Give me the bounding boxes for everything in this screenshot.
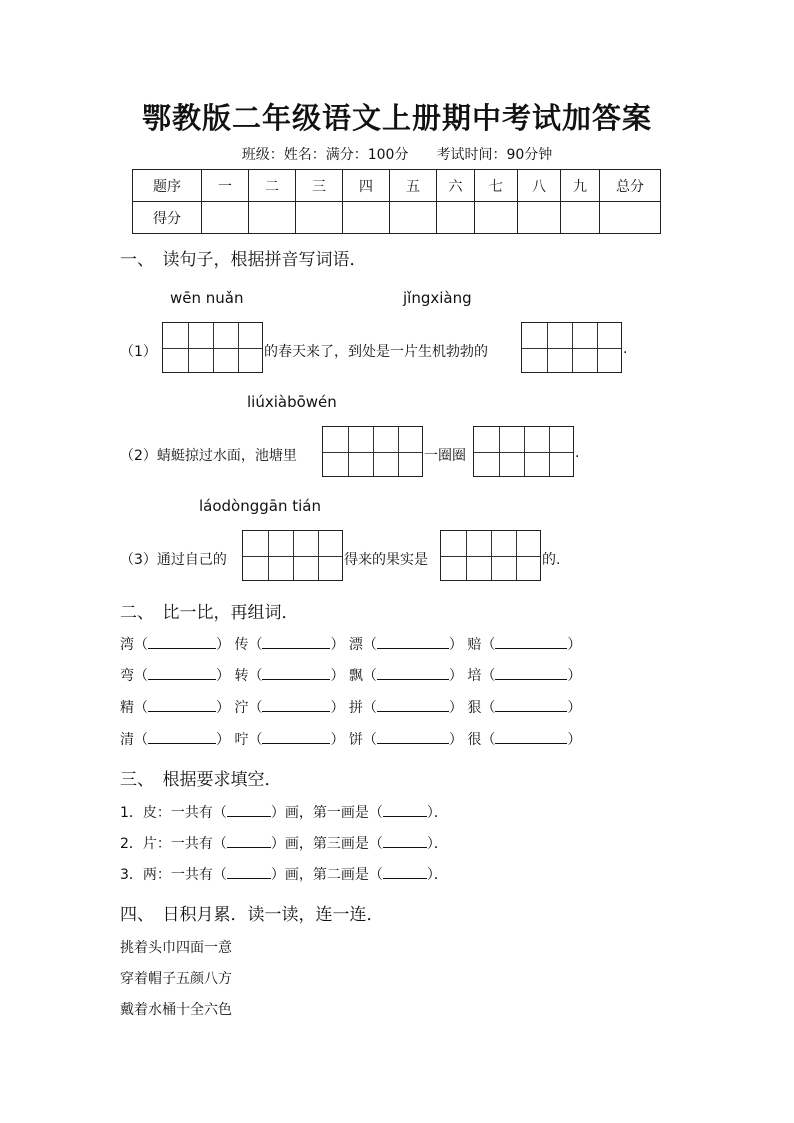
- paren-close: ）: [330, 700, 345, 716]
- score-header-cell: 三: [296, 170, 343, 202]
- writing-grid-q1a[interactable]: [162, 322, 263, 373]
- fill-text: 2．片：一共有（: [120, 836, 227, 852]
- score-cell[interactable]: [343, 202, 390, 234]
- paren-close: ）: [448, 700, 463, 716]
- char: 培: [467, 668, 482, 684]
- char: 拼: [348, 700, 363, 716]
- writing-grid-q2b[interactable]: [473, 426, 574, 477]
- pinyin-wennuan: wēn nuǎn: [170, 289, 244, 307]
- match-line: 穿着帽子五颜八方: [120, 971, 232, 987]
- answer-blank[interactable]: [383, 835, 427, 848]
- q3-middle: 得来的果实是: [344, 552, 428, 568]
- score-header-cell: 六: [437, 170, 475, 202]
- word-row: [120, 634, 581, 654]
- paren-open: （: [248, 732, 263, 748]
- q2-middle: 一圈圈: [424, 448, 466, 464]
- score-header-cell: 八: [518, 170, 561, 202]
- page-title: 鄂教版二年级语文上册期中考试加答案: [141, 101, 652, 135]
- answer-blank[interactable]: [383, 804, 427, 817]
- score-row-label: 得分: [133, 202, 202, 234]
- score-header-cell: 总分: [600, 170, 661, 202]
- answer-blank[interactable]: [262, 731, 330, 744]
- section1-heading: 一、 读句子，根据拼音写词语．: [120, 250, 367, 270]
- answer-blank[interactable]: [495, 667, 567, 680]
- answer-blank[interactable]: [227, 835, 271, 848]
- section2-heading: 二、 比一比，再组词．: [120, 603, 299, 623]
- paren-close: ）: [448, 668, 463, 684]
- q1-number: （1）: [120, 344, 157, 360]
- char: 很: [467, 732, 482, 748]
- pinyin-liuxiabowen: liúxiàbōwén: [247, 393, 337, 411]
- paren-close: ）: [330, 637, 345, 653]
- paren-close: ）: [567, 668, 582, 684]
- paren-close: ）: [216, 732, 230, 748]
- exam-info: 班级：姓名：满分：100分 考试时间：90分钟: [241, 147, 553, 163]
- score-cell[interactable]: [296, 202, 343, 234]
- char: 赔: [467, 637, 482, 653]
- paren-open: （: [134, 668, 148, 684]
- char: 饼: [348, 732, 363, 748]
- paren-open: （: [362, 637, 377, 653]
- paren-open: （: [134, 637, 148, 653]
- paren-open: （: [248, 668, 263, 684]
- answer-blank[interactable]: [262, 667, 330, 680]
- score-header-cell: 四: [343, 170, 390, 202]
- paren-open: （: [362, 700, 377, 716]
- char: 泞: [234, 700, 249, 716]
- paren-close: ）: [448, 732, 463, 748]
- fill-line: [120, 833, 448, 853]
- char: 传: [234, 637, 249, 653]
- score-cell[interactable]: [249, 202, 296, 234]
- score-table: [132, 169, 661, 234]
- answer-blank[interactable]: [377, 731, 449, 744]
- pinyin-laodongantian: láodònggān tián: [199, 497, 321, 515]
- paren-close: ）: [216, 637, 230, 653]
- score-header-row: [133, 170, 661, 202]
- paren-open: （: [481, 637, 496, 653]
- paren-open: （: [134, 700, 148, 716]
- score-cell[interactable]: [561, 202, 600, 234]
- paren-open: （: [362, 668, 377, 684]
- score-cell[interactable]: [390, 202, 437, 234]
- paren-close: ）: [567, 637, 582, 653]
- paren-close: ）: [216, 668, 230, 684]
- paren-close: ）: [330, 668, 345, 684]
- score-cell[interactable]: [600, 202, 661, 234]
- paren-close: ）: [330, 732, 345, 748]
- writing-grid-q3b[interactable]: [440, 530, 541, 581]
- paren-open: （: [248, 637, 263, 653]
- score-header-cell: 五: [390, 170, 437, 202]
- fill-line: [120, 802, 448, 822]
- paren-open: （: [362, 732, 377, 748]
- writing-grid-q3a[interactable]: [242, 530, 343, 581]
- q2-sentence: （2）蜻蜓掠过水面，池塘里: [120, 448, 297, 464]
- q3-end: 的.: [542, 552, 561, 568]
- section3-heading: 三、 根据要求填空．: [120, 770, 282, 790]
- answer-blank[interactable]: [148, 636, 216, 649]
- section4-heading: 四、 日积月累．读一读，连一连．: [120, 905, 384, 925]
- fill-text: 1．皮：一共有（: [120, 805, 227, 821]
- char: 漂: [348, 637, 363, 653]
- score-row: [133, 202, 661, 234]
- answer-blank[interactable]: [227, 804, 271, 817]
- char: 转: [234, 668, 249, 684]
- answer-blank[interactable]: [377, 667, 449, 680]
- word-row: [120, 729, 581, 749]
- answer-blank[interactable]: [495, 699, 567, 712]
- score-header-cell: 九: [561, 170, 600, 202]
- fill-line: [120, 864, 448, 884]
- answer-blank[interactable]: [148, 667, 216, 680]
- fill-text: ）．: [426, 836, 448, 852]
- answer-blank[interactable]: [377, 699, 449, 712]
- score-header-cell: 七: [475, 170, 518, 202]
- char: 咛: [234, 732, 249, 748]
- pinyin-jingxiang: jǐngxiàng: [403, 289, 472, 307]
- word-row: [120, 697, 581, 717]
- q1-sentence: 的春天来了，到处是一片生机勃勃的: [264, 344, 488, 360]
- q2-end: .: [575, 445, 580, 461]
- score-cell[interactable]: [202, 202, 249, 234]
- paren-close: ）: [448, 637, 463, 653]
- paren-close: ）: [567, 732, 582, 748]
- char: 清: [120, 732, 134, 748]
- paren-open: （: [481, 668, 496, 684]
- answer-blank[interactable]: [148, 699, 216, 712]
- answer-blank[interactable]: [383, 866, 427, 879]
- char: 弯: [120, 668, 134, 684]
- q3-sentence: （3）通过自己的: [120, 552, 227, 568]
- score-header-cell: 题序: [133, 170, 202, 202]
- paren-open: （: [248, 700, 263, 716]
- paren-open: （: [481, 732, 496, 748]
- fill-text: ）．: [426, 805, 448, 821]
- writing-grid-q1b[interactable]: [521, 322, 622, 373]
- word-row: [120, 665, 581, 685]
- answer-blank[interactable]: [262, 636, 330, 649]
- answer-blank[interactable]: [495, 636, 567, 649]
- match-line: 挑着头巾四面一意: [120, 940, 232, 956]
- char: 精: [120, 700, 134, 716]
- score-header-cell: 二: [249, 170, 296, 202]
- q1-end: .: [623, 341, 628, 357]
- fill-text: ）画，第三画是（: [270, 836, 383, 852]
- paren-open: （: [481, 700, 496, 716]
- score-header-cell: 一: [202, 170, 249, 202]
- paren-close: ）: [567, 700, 582, 716]
- char: 湾: [120, 637, 134, 653]
- answer-blank[interactable]: [148, 731, 216, 744]
- score-cell[interactable]: [437, 202, 475, 234]
- writing-grid-q2a[interactable]: [322, 426, 423, 477]
- answer-blank[interactable]: [495, 731, 567, 744]
- answer-blank[interactable]: [227, 866, 271, 879]
- char: 飘: [348, 668, 363, 684]
- fill-text: 3．两：一共有（: [120, 867, 227, 883]
- fill-text: ）画，第二画是（: [270, 867, 383, 883]
- paren-close: ）: [216, 700, 230, 716]
- score-cell[interactable]: [518, 202, 561, 234]
- answer-blank[interactable]: [262, 699, 330, 712]
- fill-text: ）．: [426, 867, 448, 883]
- fill-text: ）画，第一画是（: [270, 805, 383, 821]
- char: 狠: [467, 700, 482, 716]
- match-line: 戴着水桶十全六色: [120, 1002, 232, 1018]
- score-cell[interactable]: [475, 202, 518, 234]
- answer-blank[interactable]: [377, 636, 449, 649]
- paren-open: （: [134, 732, 148, 748]
